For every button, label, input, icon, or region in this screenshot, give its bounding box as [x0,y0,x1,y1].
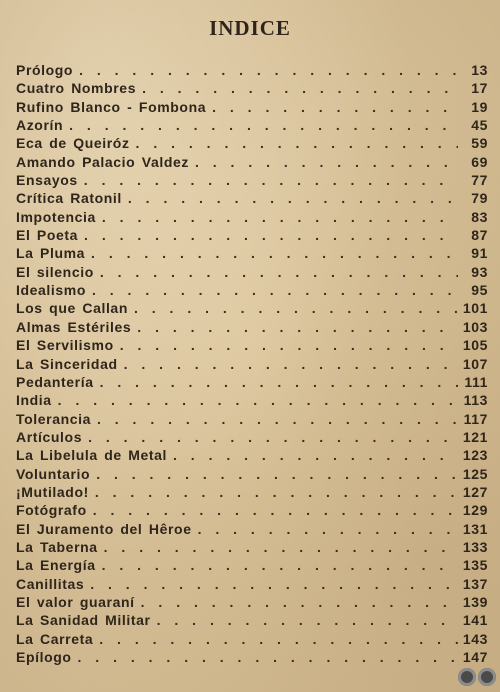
toc-entry-page-number: 105 [462,337,488,354]
toc-entry-page-number: 91 [471,245,488,262]
dot-leader [212,98,458,116]
toc-entry-title: Almas Estériles [16,318,132,335]
toc-entry [16,446,488,464]
toc-entry-title: La Libelula de Metal [16,447,168,464]
toc-entry [16,98,488,116]
toc-entry-page-number: 93 [471,263,488,280]
toc-entry [16,355,488,373]
toc-entry-page-number: 139 [462,593,488,610]
circle-icon [478,668,496,686]
toc-entry [16,575,488,593]
toc-entry-title: Impotencia [16,208,96,225]
toc-entry-title: Fotógrafo [16,502,87,519]
toc-entry-page-number: 127 [462,483,488,500]
dot-leader [58,391,458,409]
toc-entry-title: Voluntario [16,465,91,482]
toc-entry-page-number: 137 [462,575,488,592]
toc-entry-title: El Servilismo [16,337,114,354]
toc-entry [16,153,488,171]
dot-leader [104,538,458,556]
toc-entry [16,336,488,354]
dot-leader [93,501,458,519]
toc-entry-page-number: 59 [471,135,488,152]
toc-entry-page-number: 103 [462,318,488,335]
toc-entry [16,520,488,538]
toc-entry [16,465,488,483]
dot-leader [95,483,458,501]
dot-leader [100,263,458,281]
dot-leader [97,410,458,428]
toc-entry-title: La Sanidad Militar [16,612,151,629]
toc-entry [16,226,488,244]
toc-entry [16,171,488,189]
toc-entry-title: El Juramento del Hêroe [16,520,192,537]
toc-entry-title: Pedantería [16,373,94,390]
toc-entry [16,410,488,428]
toc-entry-page-number: 13 [471,62,488,78]
toc-entry [16,61,488,79]
page-title: INDICE [209,16,291,40]
toc-entry-page-number: 123 [462,447,488,464]
dot-leader [69,116,458,134]
dot-leader [102,556,458,574]
toc-entry-title: Ensayos [16,172,78,189]
toc-entry-title: Prólogo [16,62,74,78]
circle-icon [458,668,476,686]
dot-leader [128,189,458,207]
toc-entry-page-number: 87 [471,227,488,244]
dot-leader [79,61,458,79]
toc-entry-page-number: 133 [462,538,488,555]
toc-entry-title: Rufino Blanco - Fombona [16,98,207,115]
dot-leader [173,446,458,464]
dot-leader [90,575,458,593]
toc-entry [16,538,488,556]
toc-entry [16,208,488,226]
table-of-contents [16,61,488,666]
toc-entry-title: La Pluma [16,245,86,262]
toc-entry [16,79,488,97]
toc-entry-page-number: 69 [471,153,488,170]
toc-entry-page-number: 125 [462,465,488,482]
toc-entry-title: Amando Palacio Valdez [16,153,189,170]
dot-leader [96,465,458,483]
dot-leader [198,520,458,538]
toc-entry-title: India [16,392,52,409]
toc-entry [16,373,488,391]
toc-entry-title: Crítica Ratonil [16,190,122,207]
toc-entry [16,611,488,629]
toc-entry-page-number: 111 [464,373,488,390]
toc-entry-page-number: 113 [463,392,488,409]
toc-entry-title: Tolerancia [16,410,91,427]
toc-entry-title: La Taberna [16,538,98,555]
dot-leader [142,79,458,97]
dot-leader [84,226,458,244]
toc-entry [16,556,488,574]
dot-leader [137,318,458,336]
toc-entry-page-number: 143 [462,630,488,647]
toc-entry-title: Artículos [16,428,83,445]
toc-entry-title: Epílogo [16,649,72,665]
toc-entry [16,630,488,648]
toc-entry [16,263,488,281]
toc-entry [16,134,488,152]
toc-entry-title: El silencio [16,263,94,280]
toc-entry [16,189,488,207]
dot-leader [78,648,458,666]
toc-entry-title: Canillitas [16,575,85,592]
toc-entry-page-number: 135 [462,557,488,574]
toc-entry-title: La Carreta [16,630,94,647]
toc-entry [16,428,488,446]
toc-entry-page-number: 117 [463,410,488,427]
toc-entry [16,318,488,336]
toc-entry [16,648,488,666]
toc-entry [16,116,488,134]
toc-entry-page-number: 77 [471,172,488,189]
dot-leader [92,281,458,299]
toc-entry-page-number: 83 [471,208,488,225]
toc-entry-title: Eca de Queiróz [16,135,130,152]
dot-leader [102,208,458,226]
toc-entry [16,244,488,262]
toc-entry-title: ¡Mutilado! [16,483,89,500]
toc-entry-title: Los que Callan [16,300,128,317]
toc-entry-page-number: 101 [462,300,488,317]
toc-entry-page-number: 19 [471,98,488,115]
toc-entry-title: El valor guaraní [16,593,135,610]
toc-entry [16,299,488,317]
toc-entry-title: Azorín [16,117,64,134]
dot-leader [100,373,458,391]
scan-corner-mark [454,667,496,687]
dot-leader [195,153,458,171]
dot-leader [120,336,458,354]
toc-entry-page-number: 147 [462,649,488,665]
toc-entry-page-number: 121 [462,428,488,445]
dot-leader [136,134,458,152]
toc-entry [16,483,488,501]
toc-entry [16,593,488,611]
dot-leader [99,630,458,648]
toc-entry-page-number: 95 [471,282,488,299]
toc-entry-page-number: 45 [471,117,488,134]
toc-entry-page-number: 107 [462,355,488,372]
toc-entry-title: El Poeta [16,227,79,244]
dot-leader [134,299,458,317]
toc-entry-page-number: 141 [462,612,488,629]
dot-leader [141,593,458,611]
toc-entry-title: Cuatro Nombres [16,80,137,97]
dot-leader [84,171,458,189]
toc-entry-title: La Sinceridad [16,355,118,372]
toc-entry-page-number: 131 [462,520,488,537]
toc-entry-title: Idealismo [16,282,86,299]
toc-entry-page-number: 129 [462,502,488,519]
toc-entry [16,281,488,299]
dot-leader [157,611,458,629]
toc-entry [16,501,488,519]
toc-entry-page-number: 17 [471,80,488,97]
dot-leader [88,428,458,446]
toc-entry-title: La Energía [16,557,96,574]
toc-entry-page-number: 79 [471,190,488,207]
dot-leader [91,244,458,262]
toc-entry [16,391,488,409]
dot-leader [124,355,458,373]
